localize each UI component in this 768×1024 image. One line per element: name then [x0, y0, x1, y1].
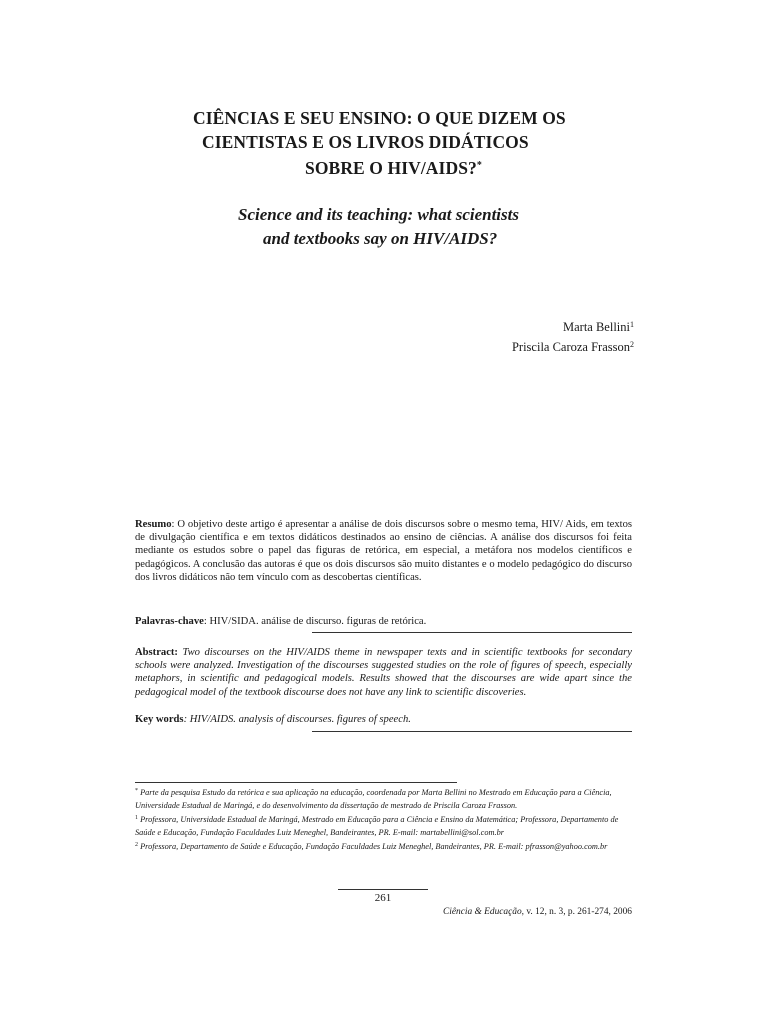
journal-issue: , v. 12, n. 3, p. 261-274, 2006: [521, 907, 632, 917]
page-number: 261: [374, 892, 392, 904]
author-1-name: Marta Bellini: [563, 320, 630, 334]
abstract-paragraph: [135, 646, 632, 699]
keywords-pt-rule: [312, 632, 632, 633]
keywords-en-rule: [312, 731, 632, 732]
footnote-2: [135, 839, 635, 853]
subtitle-line-2: and textbooks say on HIV/AIDS?: [263, 229, 498, 248]
page-number-rule: [338, 889, 428, 890]
resumo-text: : O objetivo deste artigo é apresentar a análise de dois discursos sobre o mesmo tema, HIV/ Aids, em textos de divulgação científica e em textos didáticos destinados ao ensino de ciências. A análise dos discursos foi feita mediante os estudos sobre o papel das figuras de retórica, em especial, a metáfora nos modelos científicos e pedagógicos. A conclusão das autoras é que os dois discursos são muito distantes e o modelo pedagógico do discurso dos livros didáticos não tem vínculo com as descobertas científicas.: [135, 519, 632, 583]
keywords-pt: [135, 615, 632, 628]
journal-citation: [443, 907, 632, 917]
footnote-2-mark: 2: [135, 842, 138, 848]
footnote-1-text: Professora, Universidade Estadual de Maringá, Mestrado em Educação para a Ciência e Ensino da Matemática; Professora, Departamento de Saúde e Educação, Fundação Faculdades Luiz Meneghel, Bandeirantes, PR. E-mail: martabellini@sol.com.br: [135, 815, 619, 837]
footnote-0: [135, 785, 635, 812]
abstract-label: Abstract:: [135, 647, 178, 658]
author-2-name: Priscila Caroza Frasson: [511, 340, 630, 354]
author-2-mark: 2: [630, 340, 634, 349]
keywords-pt-label: Palavras-chave: [135, 616, 204, 627]
author-1: [512, 316, 634, 336]
keywords-en: [135, 713, 632, 726]
keywords-en-text: : HIV/AIDS. analysis of discourses. figures of speech.: [183, 714, 411, 725]
footnote-1-mark: 1: [135, 815, 138, 821]
author-list: [512, 316, 634, 356]
abstract-text: Two discourses on the HIV/AIDS theme in newspaper texts and in scientific textbooks for secondary schools were analyzed. Investigation of the discourses suggested studies on the role of figures of speech, especially metaphors, in scientific and pedagogical models. Results showed that the discourses are wide apart since the pedagogical model of the textbook discourse does not have any link to scientific discoveries.: [135, 647, 632, 698]
footnotes: [135, 785, 635, 853]
title-line-3-text: SOBRE O HIV/AIDS?: [305, 158, 477, 178]
footnote-2-text: Professora, Departamento de Saúde e Educação, Fundação Faculdades Luiz Meneghel, Bandeirantes, PR. E-mail: pfrasson@yahoo.com.br: [140, 842, 608, 851]
footnote-separator: [135, 782, 457, 783]
footnote-0-text: Parte da pesquisa Estudo da retórica e sua aplicação na educação, coordenada por Marta Bellini no Mestrado em Educação para a Ciência, Universidade Estadual de Maringá, e do desenvolvimento da dissertação de mestrado de Priscila Caroza Frasson.: [135, 788, 612, 810]
resumo-paragraph: [135, 518, 632, 584]
journal-name: Ciência & Educação: [443, 907, 522, 917]
author-2: [512, 336, 634, 356]
subtitle-line-1: Science and its teaching: what scientists: [238, 205, 519, 224]
article-subtitle: [150, 203, 620, 251]
title-line-2: CIENTISTAS E OS LIVROS DIDÁTICOS: [202, 132, 529, 152]
resumo-label: Resumo: [135, 519, 172, 530]
title-footnote-mark: *: [476, 160, 482, 171]
article-title: [150, 106, 620, 180]
footnote-1: [135, 812, 635, 839]
title-line-3: [150, 154, 620, 180]
keywords-en-label: Key words: [135, 714, 184, 725]
title-line-1: CIÊNCIAS E SEU ENSINO: O QUE DIZEM OS: [193, 108, 566, 128]
author-1-mark: 1: [630, 320, 634, 329]
footnote-0-mark: *: [135, 788, 138, 794]
keywords-pt-text: : HIV/SIDA. análise de discurso. figuras de retórica.: [203, 616, 427, 627]
